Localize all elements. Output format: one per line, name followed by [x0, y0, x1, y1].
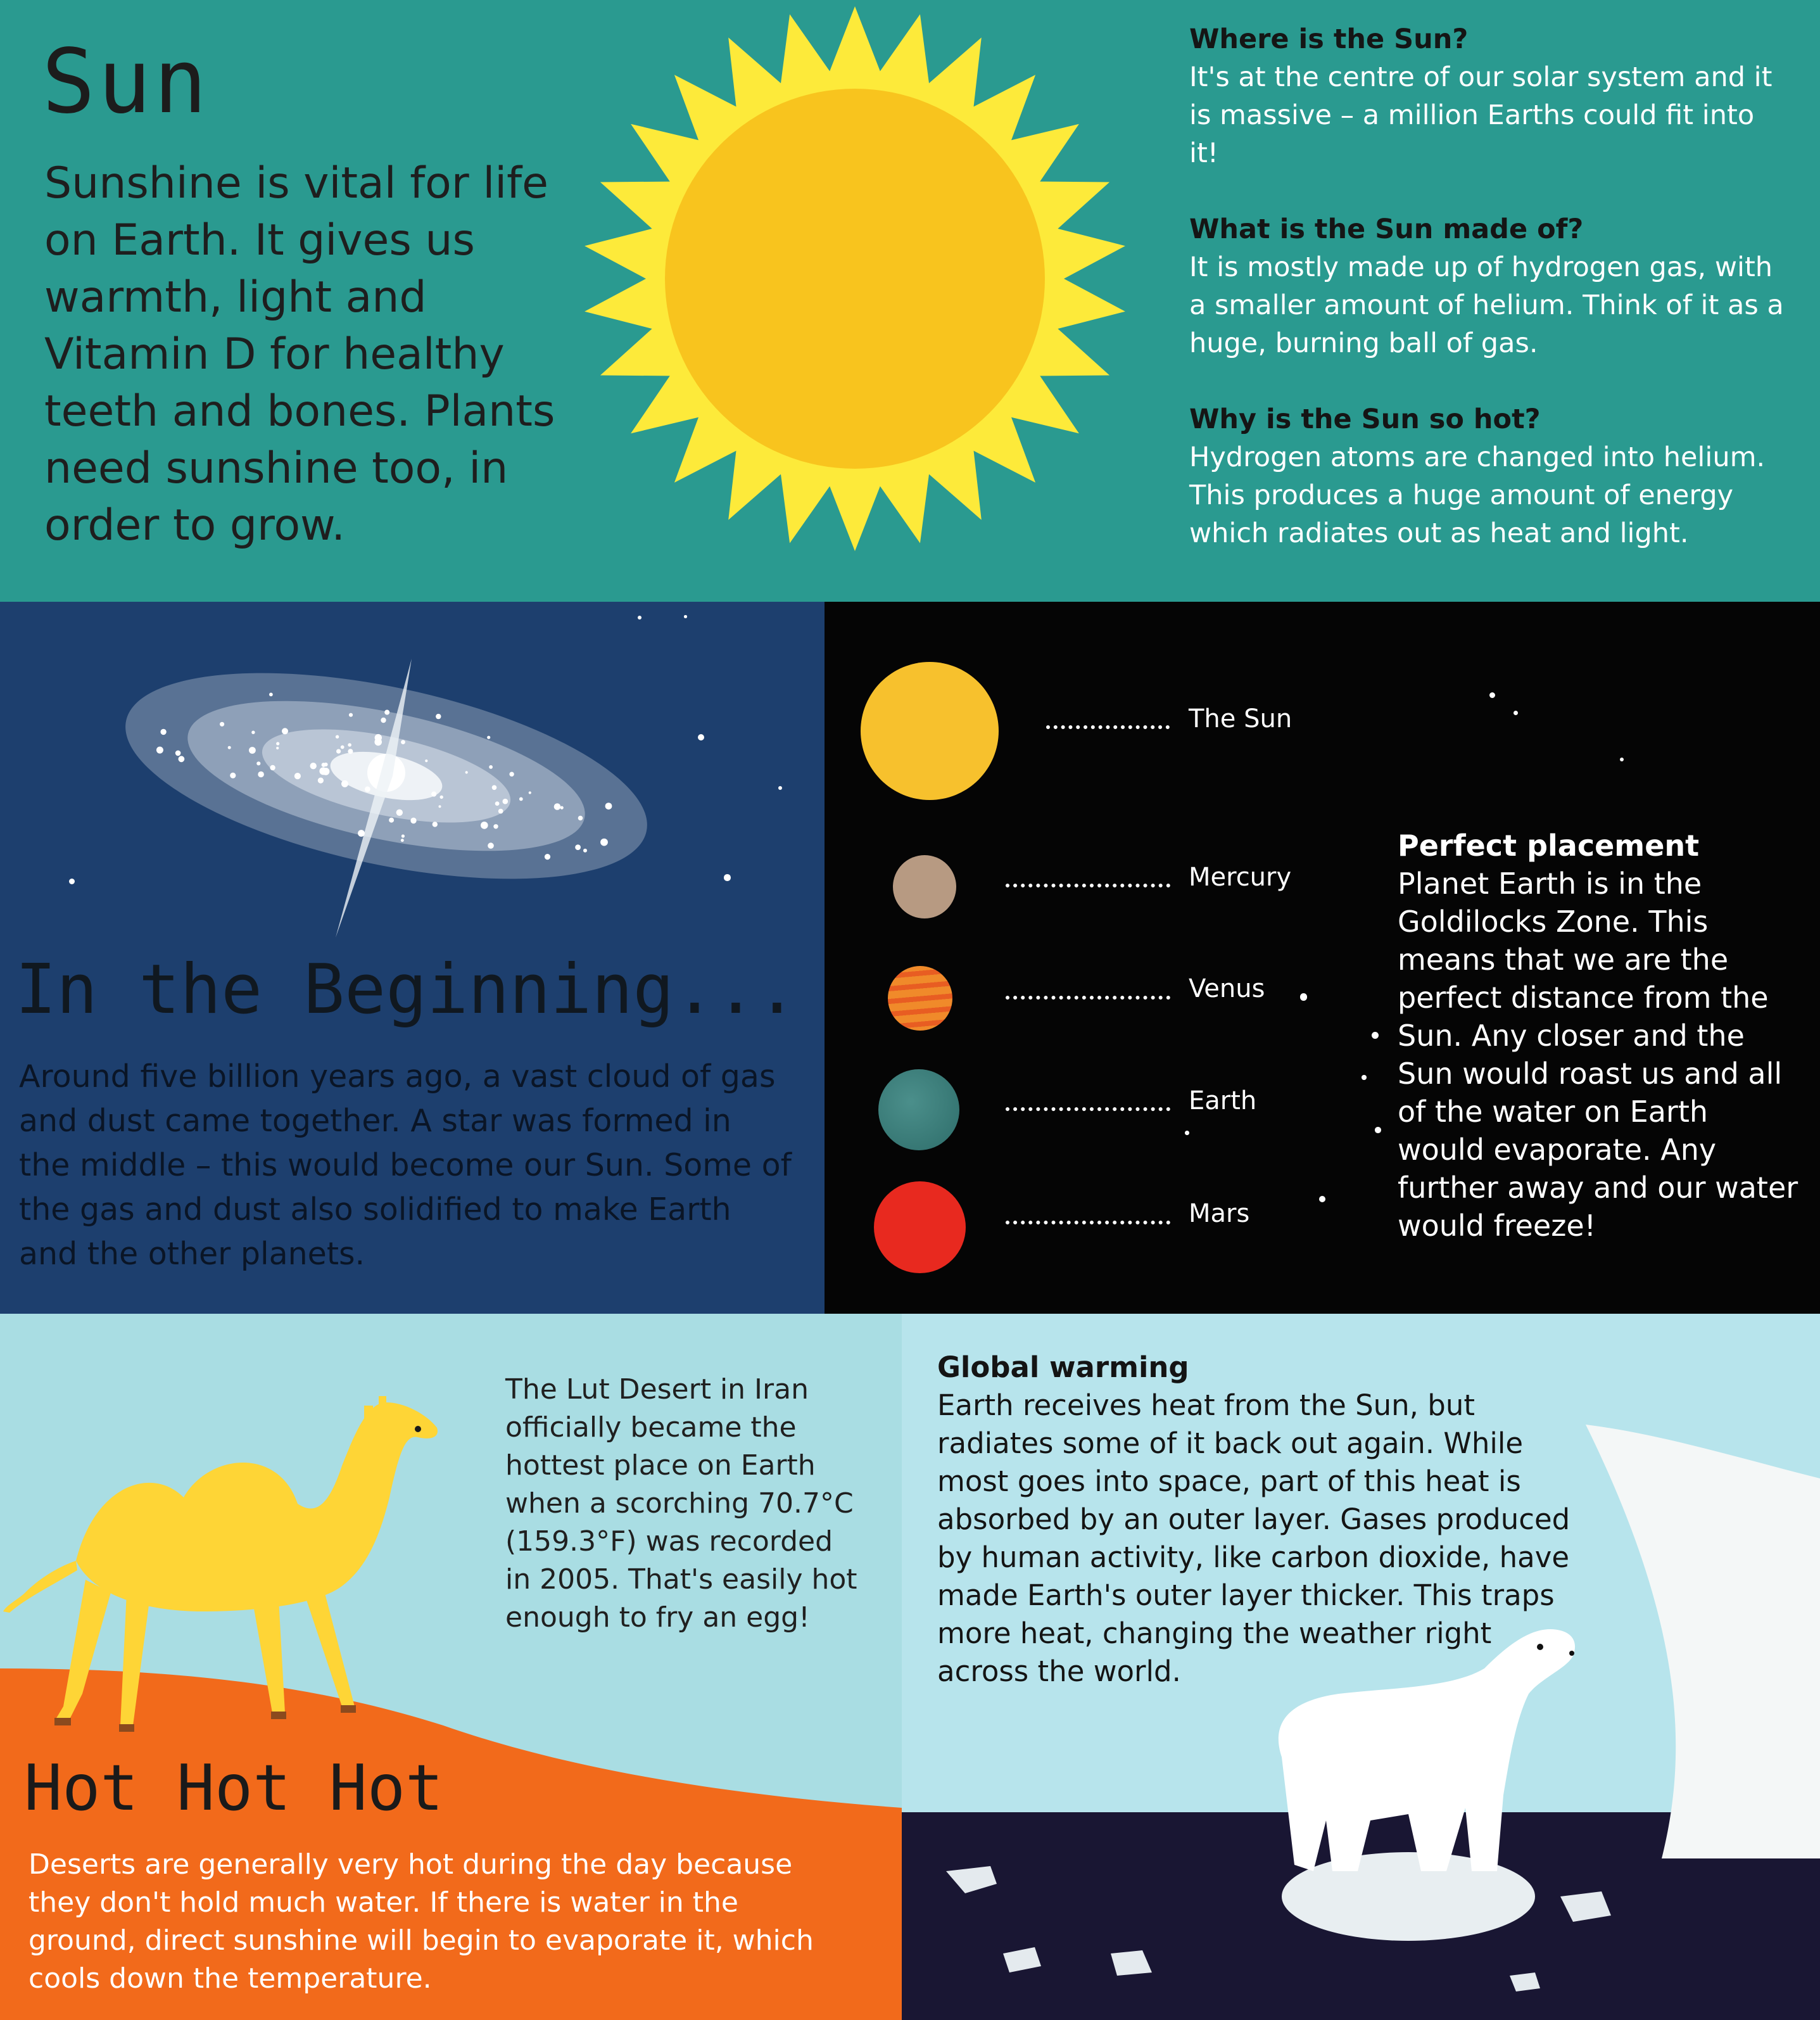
mars-planet	[874, 1181, 966, 1273]
planets-panel	[825, 602, 1820, 1314]
fact-where-answer: It's at the centre of our solar system and it is massive – a million Earths could fit into it!	[1189, 61, 1773, 169]
desert-body: Deserts are generally very hot during the day because they don't hold much water. If there is water in the ground, direct sunshine will begin to evaporate it, which cools down the temperature.	[28, 1848, 814, 1995]
fact-where	[1189, 20, 1791, 172]
star-dot	[1514, 711, 1518, 715]
sun-facts	[1189, 20, 1791, 552]
warming-panel	[902, 1314, 1820, 2020]
sun-title: Sun	[42, 30, 210, 134]
star-dot	[684, 615, 686, 618]
placement-box	[1398, 827, 1803, 1245]
desert-panel	[0, 1314, 902, 2020]
star-dot	[69, 879, 75, 884]
star-dot	[1489, 692, 1495, 698]
star-dot	[698, 734, 704, 740]
star-dot	[1300, 993, 1308, 1001]
fact-hot	[1189, 400, 1791, 552]
venus-label: Venus	[1189, 974, 1265, 1003]
mercury-planet	[893, 855, 956, 918]
sun-dotted-line	[1046, 725, 1170, 729]
star-dot	[1375, 1127, 1381, 1133]
fact-made	[1189, 210, 1791, 362]
star-dot	[778, 786, 782, 790]
star-dot	[1620, 758, 1624, 762]
sun-panel	[0, 0, 1820, 602]
beginning-title: In the Beginning...	[15, 950, 798, 1029]
fact-made-answer: It is mostly made up of hydrogen gas, with a smaller amount of helium. Think of it as a huge, burning ball of gas.	[1189, 251, 1784, 359]
earth-label: Earth	[1189, 1086, 1257, 1115]
warming-title: Global warming	[937, 1350, 1189, 1384]
camel-illustration	[0, 1377, 456, 1770]
beginning-panel	[0, 602, 825, 1314]
warming-text	[937, 1349, 1589, 1691]
beginning-body: Around five billion years ago, a vast cloud of gas and dust came together. A star was formed in the middle – this would become our Sun. Some of the gas and dust also solidified to make Earth and the other planets.	[19, 1058, 792, 1272]
hot-title: Hot Hot Hot	[24, 1751, 444, 1825]
placement-body: Planet Earth is in the Goldilocks Zone. This means that we are the perfect distance from the Sun. Any closer and the Sun would roast us and all of the water on Earth would evaporate. Any further away and our water would freeze!	[1398, 867, 1798, 1243]
star-dot	[638, 616, 642, 620]
venus-dotted-line	[1006, 996, 1170, 1000]
warming-body: Earth receives heat from the Sun, but radiates some of it back out again. While most goes into space, part of this heat is absorbed by an outer layer. Gases produced by human activity, like carbon dioxide, have made Earth's outer layer thicker. This traps more heat, changing the weather right across the world.	[937, 1388, 1570, 1688]
star-dot	[1362, 1075, 1367, 1080]
sun-planet-label: The Sun	[1189, 704, 1292, 734]
sun-planet	[861, 662, 999, 800]
mars-label: Mars	[1189, 1199, 1250, 1228]
sun-intro: Sunshine is vital for life on Earth. It gives us warmth, light and Vitamin D for healthy teeth and bones. Plants need sunshine too, in order to grow.	[44, 158, 555, 550]
mercury-dotted-line	[1006, 884, 1170, 887]
venus-planet	[888, 966, 952, 1031]
mars-dotted-line	[1006, 1221, 1170, 1224]
fact-made-question: What is the Sun made of?	[1189, 213, 1584, 245]
earth-dotted-line	[1006, 1107, 1170, 1111]
star-dot	[1372, 1032, 1379, 1039]
fact-where-question: Where is the Sun?	[1189, 23, 1469, 55]
fact-hot-question: Why is the Sun so hot?	[1189, 403, 1541, 435]
sun-illustration	[576, 0, 1134, 557]
placement-title: Perfect placement	[1398, 829, 1700, 863]
earth-planet	[878, 1069, 959, 1150]
star-dot	[1185, 1131, 1189, 1135]
lut-desert-fact: The Lut Desert in Iran officially became the hottest place on Earth when a scorching 70.7°C (159.3°F) was recorded in 2005. That's easily hot enough to fry an egg!	[505, 1373, 857, 1634]
fact-hot-answer: Hydrogen atoms are changed into helium. This produces a huge amount of energy which radiates out as heat and light.	[1189, 441, 1766, 549]
star-dot	[724, 874, 731, 881]
mercury-label: Mercury	[1189, 863, 1292, 892]
star-dot	[1319, 1196, 1325, 1202]
